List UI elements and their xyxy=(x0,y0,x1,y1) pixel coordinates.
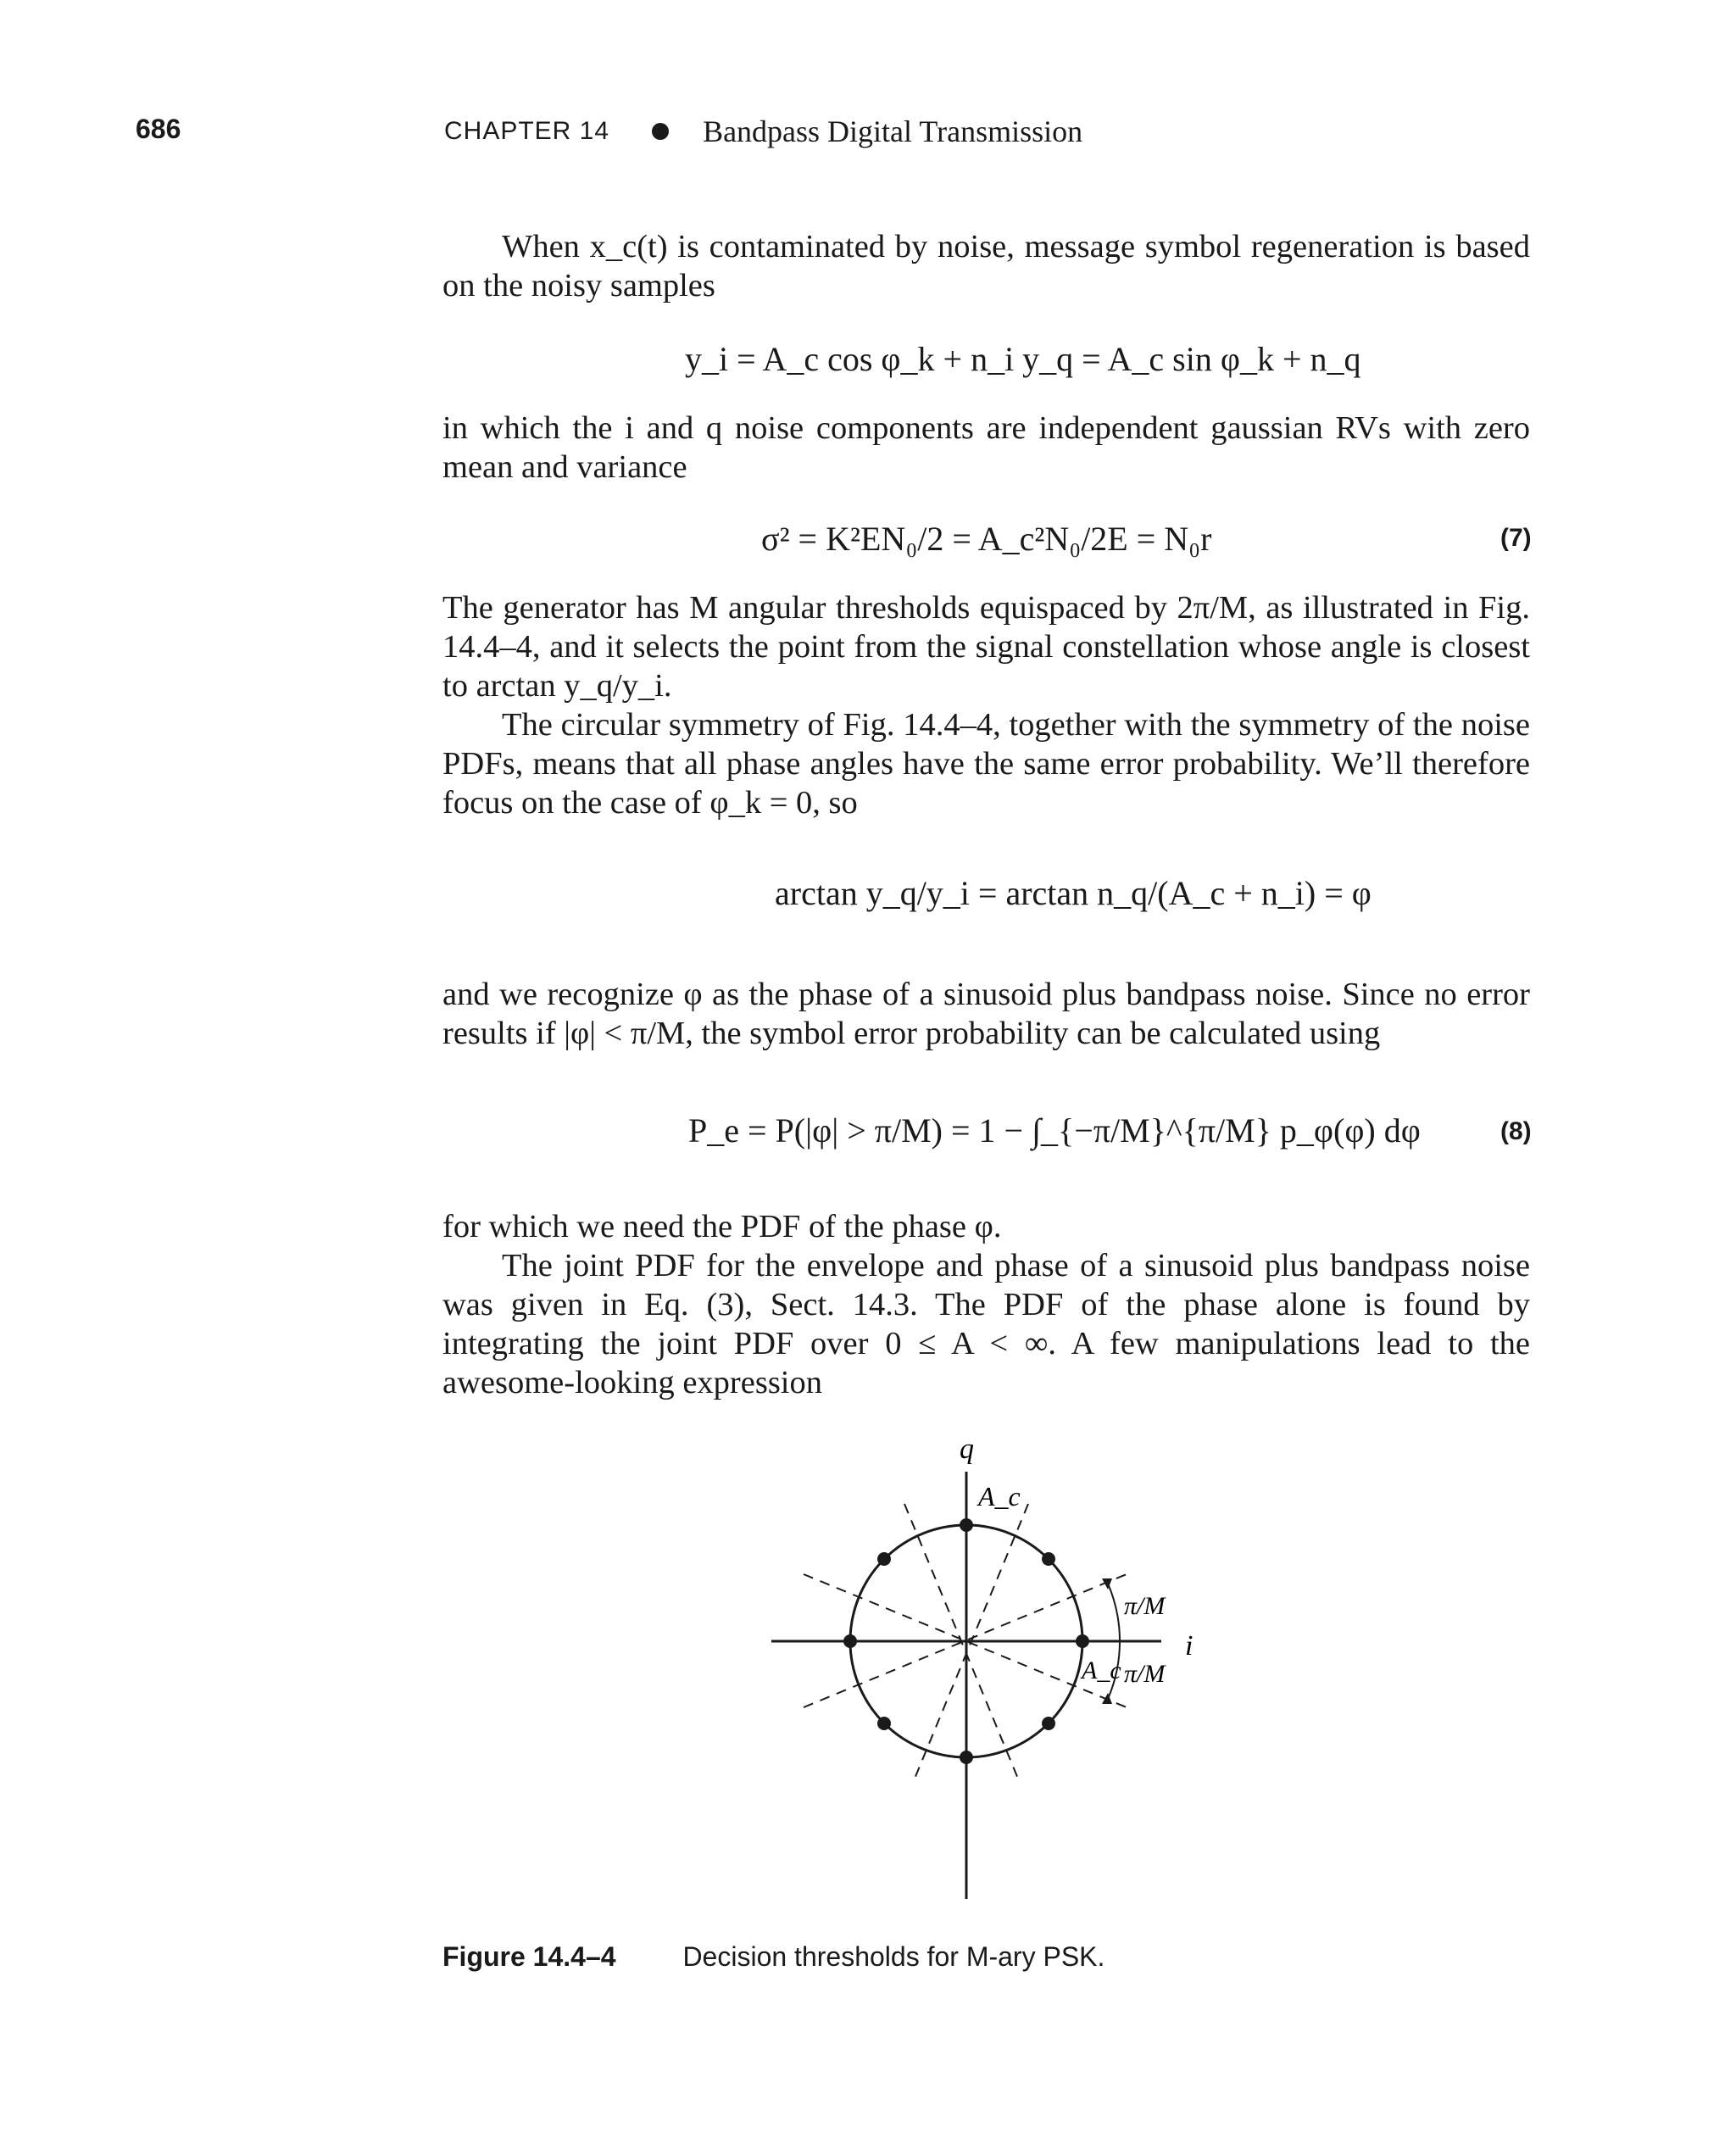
figure-caption-label: Figure 14.4–4 xyxy=(442,1941,616,1972)
constellation-point xyxy=(877,1552,891,1566)
paragraph-3: The generator has M angular thresholds equispaced by 2π/M, as illustrated in Fig. 14.4–4, and it selects the point from the signal constellation whose angle is closest to arctan y_q/y_i. xyxy=(442,590,1530,704)
constellation-point xyxy=(1042,1552,1055,1566)
equation-8: P_e = P(|φ| > π/M) = 1 − ∫_{−π/M}^{π/M} p_φ(φ) dφ xyxy=(688,1111,1421,1150)
chapter-label: CHAPTER 14 xyxy=(444,117,610,145)
constellation-point xyxy=(960,1751,973,1764)
amplitude-label-top: A_c xyxy=(978,1481,1021,1512)
q-axis-label: q xyxy=(960,1434,974,1465)
figure-caption-text: Decision thresholds for M-ary PSK. xyxy=(682,1941,1105,1972)
figure-caption xyxy=(442,1941,1104,1973)
constellation-point xyxy=(843,1634,857,1648)
paragraph-1: When x_c(t) is contaminated by noise, message symbol regeneration is based on the noisy samples xyxy=(442,229,1530,303)
angle-label-lower: π/M xyxy=(1124,1660,1166,1688)
equation-8-number: (8) xyxy=(1500,1117,1532,1145)
angle-label-upper: π/M xyxy=(1124,1592,1166,1620)
paragraph-4: The circular symmetry of Fig. 14.4–4, together with the symmetry of the noise PDFs, means that all phase angles have the same error probability. We’ll therefore focus on the case of φ_k = 0, so xyxy=(442,707,1530,821)
paragraph-2: in which the i and q noise components are independent gaussian RVs with zero mean and variance xyxy=(442,410,1530,485)
paragraph-6: for which we need the PDF of the phase φ. xyxy=(442,1209,1002,1244)
page-number: 686 xyxy=(136,114,181,144)
constellation-point xyxy=(960,1518,973,1532)
constellation-point xyxy=(1076,1634,1089,1648)
amplitude-label-right: A_c xyxy=(1082,1656,1121,1684)
constellation-point xyxy=(1042,1717,1055,1730)
equation-arctan: arctan y_q/y_i = arctan n_q/(A_c + n_i) = φ xyxy=(775,874,1372,912)
equation-7-number: (7) xyxy=(1500,524,1532,552)
chapter-title: Bandpass Digital Transmission xyxy=(703,114,1083,148)
bullet-icon xyxy=(652,123,669,140)
psk-constellation-figure xyxy=(746,1424,1221,1916)
equation-samples: y_i = A_c cos φ_k + n_i y_q = A_c sin φ_k + n_q xyxy=(685,340,1361,378)
i-axis-label: i xyxy=(1185,1630,1194,1662)
running-head xyxy=(444,114,1082,149)
paragraph-5: and we recognize φ as the phase of a sinusoid plus bandpass noise. Since no error results if |φ| < π/M, the symbol error probability can be calculated using xyxy=(442,977,1530,1051)
paragraph-7: The joint PDF for the envelope and phase of a sinusoid plus bandpass noise was given in Eq. (3), Sect. 14.3. The PDF of the phase alone is found by integrating the joint PDF over 0 ≤ A < ∞. A few manipulations lead to the awesome-looking expression xyxy=(442,1248,1530,1400)
constellation-point xyxy=(877,1717,891,1730)
equation-7: σ² = K²EN₀/2 = A_c²N₀/2E = N₀r xyxy=(761,520,1212,558)
